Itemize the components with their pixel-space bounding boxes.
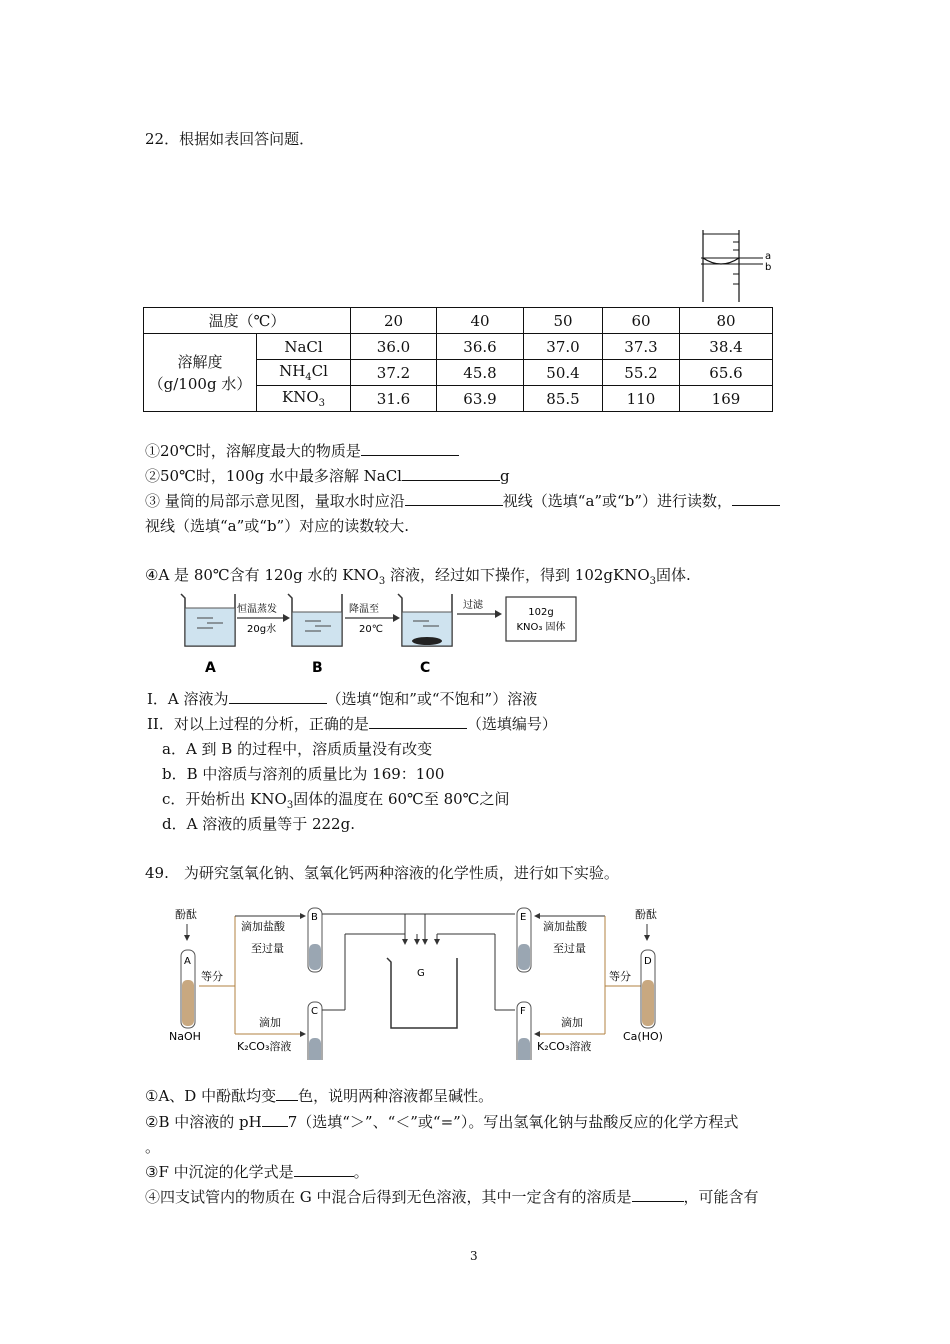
- substance-name: NaCl: [257, 334, 351, 360]
- table-cell: 110: [603, 386, 680, 412]
- equal-left-label: 等分: [201, 970, 223, 983]
- kno3-process-diagram: [175, 588, 585, 680]
- answer-blank[interactable]: [294, 1162, 354, 1177]
- answer-blank[interactable]: [732, 491, 780, 506]
- temp-cell: 50: [524, 308, 603, 334]
- q22-title: 22．根据如表回答问题．: [145, 130, 315, 148]
- beaker-label-g: G: [417, 968, 425, 979]
- q22-item-3-cont: 视线（选填“a”或“b”）对应的读数较大.: [145, 517, 409, 535]
- q49-item-2: ②B 中溶液的 pH 7（选填“＞”、“＜”或“=”）。写出氢氧化钠与盐酸反应的化学方程式: [145, 1113, 739, 1131]
- solubility-row-header: 溶解度 （g/100g 水）: [144, 334, 257, 412]
- table-cell: 36.0: [351, 334, 437, 360]
- answer-blank[interactable]: [229, 689, 327, 704]
- add-hcl-left: 滴加盐酸: [241, 920, 285, 933]
- table-cell: 38.4: [680, 334, 773, 360]
- option-d: d．A 溶液的质量等于 222g.: [162, 815, 355, 833]
- table-cell: 37.0: [524, 334, 603, 360]
- table-cell: 37.3: [603, 334, 680, 360]
- q49-item-1: ①A、D 中酚酞均变 色，说明两种溶液都呈碱性。: [145, 1087, 494, 1105]
- page-number: 3: [470, 1249, 478, 1263]
- step1-top: 恒温蒸发: [237, 604, 277, 615]
- table-cell: 37.2: [351, 360, 437, 386]
- answer-blank[interactable]: [402, 466, 500, 481]
- tube-label-a: A: [184, 956, 191, 967]
- table-cell: 45.8: [437, 360, 524, 386]
- k2co3-left: K₂CO₃溶液: [237, 1040, 292, 1053]
- add-hcl-right: 滴加盐酸: [543, 920, 587, 933]
- option-b: b．B 中溶质与溶剂的质量比为 169：100: [162, 765, 445, 783]
- caoh-label: Ca(HO): [623, 1030, 663, 1043]
- table-cell: 169: [680, 386, 773, 412]
- tube-label-e: E: [520, 912, 527, 923]
- add-left: 滴加: [259, 1016, 281, 1029]
- solubility-table: [143, 307, 773, 412]
- table-cell: 31.6: [351, 386, 437, 412]
- phenol-right-label: 酚酞: [635, 908, 657, 921]
- excess-right: 至过量: [553, 942, 586, 955]
- beaker-label-b: B: [312, 660, 323, 676]
- result-substance: KNO₃ 固体: [516, 622, 566, 633]
- k2co3-right: K₂CO₃溶液: [537, 1040, 592, 1053]
- answer-blank[interactable]: [262, 1112, 288, 1127]
- answer-blank[interactable]: [361, 441, 459, 456]
- table-cell: 65.6: [680, 360, 773, 386]
- table-cell: 50.4: [524, 360, 603, 386]
- substance-name: $NH_4Cl$: [257, 360, 351, 386]
- table-cell: 85.5: [524, 386, 603, 412]
- step3: 过滤: [463, 600, 483, 611]
- q22-item-3: ③ 量筒的局部示意见图，量取水时应沿 视线（选填“a”或“b”）进行读数，: [145, 491, 780, 511]
- q22-item-4: ④A 是 80℃含有 120g 水的 $KNO_3$ 溶液，经过如下操作，得到 102gKNO$_3$固体.: [145, 566, 691, 587]
- temp-cell: 80: [680, 308, 773, 334]
- answer-blank[interactable]: [369, 714, 467, 729]
- step2-bottom: 20℃: [359, 624, 383, 635]
- q22-item-1: ①20℃时，溶解度最大的物质是: [145, 441, 459, 461]
- tube-label-b: B: [311, 912, 318, 923]
- substance-name: $KNO_3$: [257, 386, 351, 412]
- cylinder-label-a: a: [765, 251, 772, 262]
- q22-part-i: I．A 溶液为 （选填“饱和”或“不饱和”）溶液: [147, 690, 538, 708]
- step2-top: 降温至: [349, 604, 379, 615]
- tube-label-d: D: [644, 956, 652, 967]
- excess-left: 至过量: [251, 942, 284, 955]
- phenol-left-label: 酚酞: [175, 908, 197, 921]
- q49-item-3: ③F 中沉淀的化学式是 。: [145, 1163, 369, 1181]
- answer-blank[interactable]: [632, 1187, 684, 1202]
- beaker-label-a: A: [205, 660, 216, 676]
- q49-item-2-cont: 。: [145, 1138, 161, 1156]
- naoh-label: NaOH: [169, 1030, 201, 1043]
- step1-bottom: 20g水: [247, 624, 277, 635]
- equal-right-label: 等分: [609, 970, 631, 983]
- table-cell: 55.2: [603, 360, 680, 386]
- q49-title: 49. 为研究氢氧化钠、氢氧化钙两种溶液的化学性质，进行如下实验。: [145, 864, 619, 882]
- table-cell: 36.6: [437, 334, 524, 360]
- tube-label-f: F: [520, 1006, 526, 1017]
- q22-part-ii: II．对以上过程的分析，正确的是 （选填编号）: [147, 715, 557, 733]
- result-mass: 102g: [528, 607, 554, 618]
- tube-label-c: C: [311, 1006, 318, 1017]
- temp-cell: 40: [437, 308, 524, 334]
- cylinder-label-b: b: [765, 262, 772, 273]
- temp-cell: 20: [351, 308, 437, 334]
- answer-blank[interactable]: [405, 491, 503, 506]
- table-cell: 63.9: [437, 386, 524, 412]
- temp-cell: 60: [603, 308, 680, 334]
- q22-item-2: ②50℃时，100g 水中最多溶解 NaCl g: [145, 467, 510, 485]
- answer-blank[interactable]: [276, 1086, 298, 1101]
- neutralization-experiment-diagram: [165, 900, 675, 1060]
- q49-item-4: ④四支试管内的物质在 G 中混合后得到无色溶液，其中一定含有的溶质是 ，可能含有: [145, 1188, 759, 1206]
- temp-header: 温度（℃）: [144, 308, 351, 334]
- beaker-label-c: C: [420, 660, 431, 676]
- add-right: 滴加: [561, 1016, 583, 1029]
- measuring-cylinder-figure: [695, 228, 785, 304]
- option-a: a．A 到 B 的过程中，溶质质量没有改变: [162, 740, 433, 758]
- option-c: c．开始析出 $KNO_3$固体的温度在 60℃至 80℃之间: [162, 790, 510, 811]
